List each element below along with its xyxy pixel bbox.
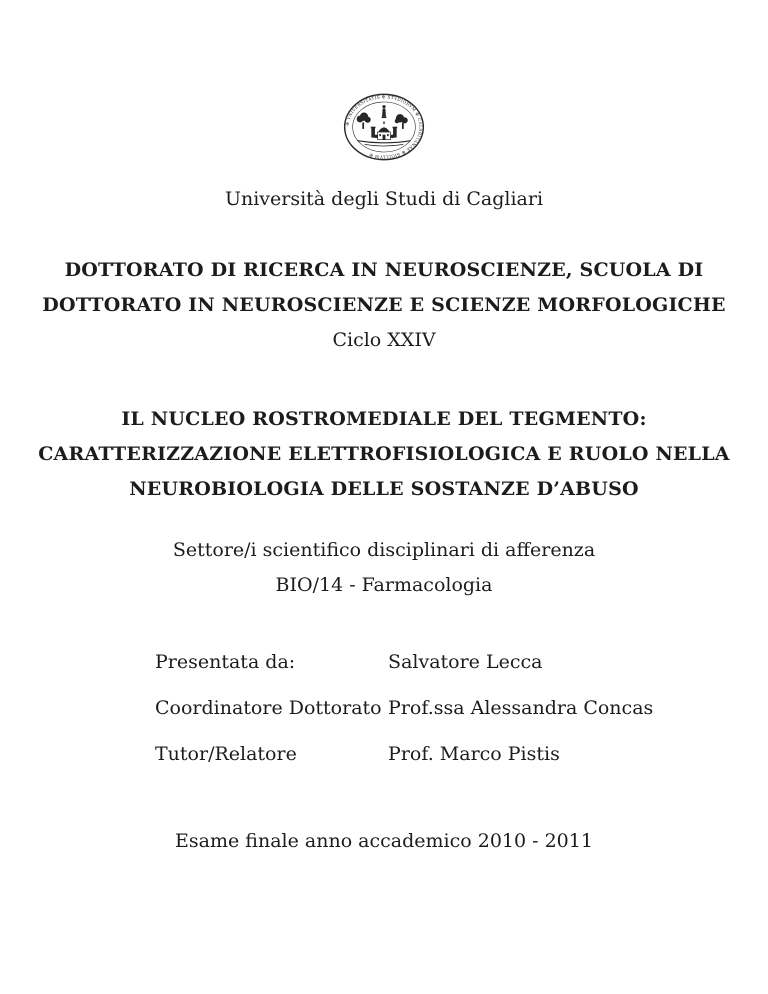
doctorate-line-1: DOTTORATO DI RICERCA IN NEUROSCIENZE, SCUOLA DI bbox=[64, 259, 704, 281]
tutor-value: Prof. Marco Pistis bbox=[388, 743, 560, 765]
university-name: Università degli Studi di Cagliari bbox=[224, 188, 544, 210]
thesis-title-line-2: CARATTERIZZAZIONE ELETTROFISIOLOGICA E RUOLO NELLA bbox=[38, 443, 730, 465]
discipline-label: Settore/i scientifico disciplinari di afferenza bbox=[172, 539, 596, 561]
people-section bbox=[0, 650, 768, 766]
doctorate-program bbox=[0, 253, 768, 358]
coordinator-value: Prof.ssa Alessandra Concas bbox=[388, 697, 654, 719]
doctorate-line-2: DOTTORATO IN NEUROSCIENZE E SCIENZE MORFOLOGICHE bbox=[42, 294, 726, 316]
tutor-row bbox=[155, 742, 768, 766]
final-exam-line: Esame finale anno accademico 2010 - 2011 bbox=[175, 830, 593, 852]
tutor-label: Tutor/Relatore bbox=[155, 743, 297, 765]
coordinator-label: Coordinatore Dottorato bbox=[155, 697, 382, 719]
thesis-title-line-1: IL NUCLEO ROSTROMEDIALE DEL TEGMENTO: bbox=[121, 408, 647, 430]
coordinator-row bbox=[155, 696, 768, 720]
thesis-title-line-3: NEUROBIOLOGIA DELLE SOSTANZE D’ABUSO bbox=[129, 478, 639, 500]
doctorate-cycle: Ciclo XXIV bbox=[332, 329, 436, 351]
discipline-value: BIO/14 - Farmacologia bbox=[275, 574, 493, 596]
discipline-section bbox=[0, 533, 768, 603]
presented-by-label: Presentata da: bbox=[155, 651, 296, 673]
presented-by-value: Salvatore Lecca bbox=[388, 651, 543, 673]
university-seal-icon bbox=[342, 91, 426, 163]
thesis-title bbox=[0, 402, 768, 507]
presented-by-row bbox=[155, 650, 768, 674]
seal-ring-text: ✠ VNIVERSITATIS ✠ STVDIORVM ✠ CALARITANAE ✠ SIGILLVM ✠ bbox=[344, 94, 424, 160]
